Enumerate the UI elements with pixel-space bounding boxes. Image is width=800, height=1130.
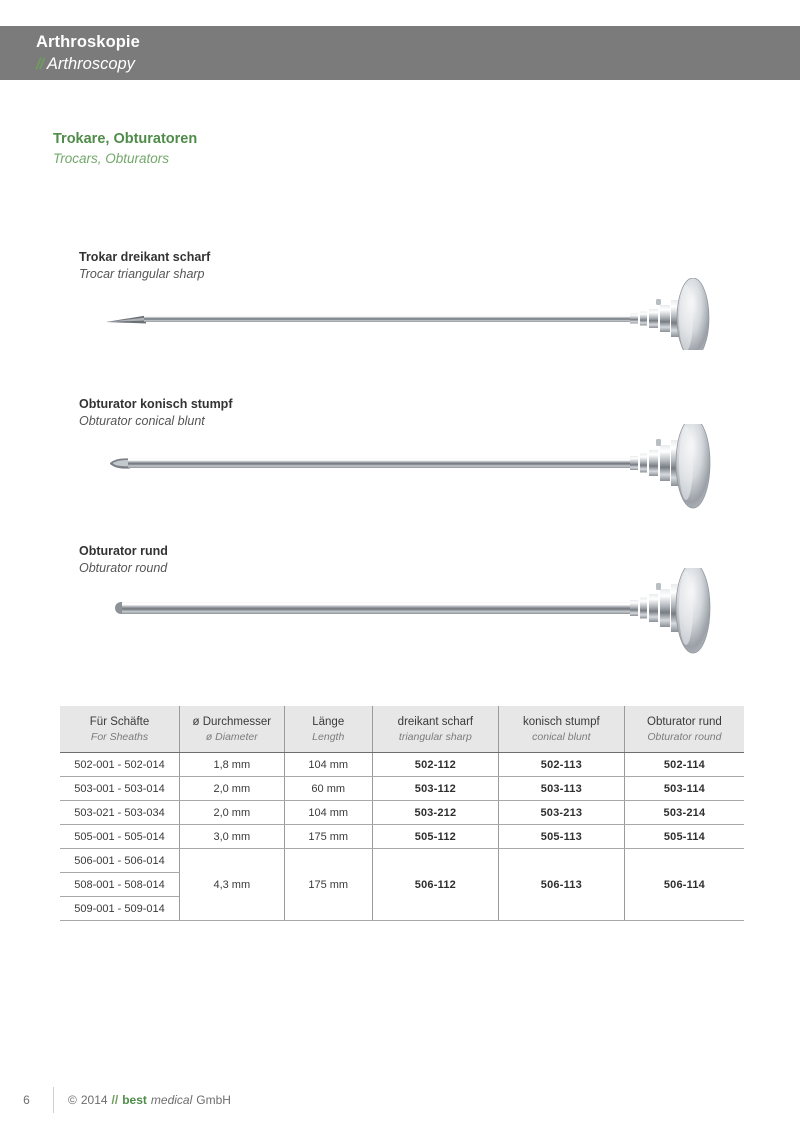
header-title-de: Arthroskopie: [36, 33, 140, 51]
cell-diameter: 2,0 mm: [180, 801, 285, 825]
cell-length: 175 mm: [284, 825, 372, 849]
table-row: [60, 825, 744, 849]
copyright-year: 2014: [80, 1093, 108, 1107]
copyright-notice: [68, 1093, 231, 1107]
product-name-de: Trokar dreikant scharf: [79, 250, 211, 264]
cell-sheaths: 508-001 - 508-014: [60, 873, 180, 897]
product-name-de: Obturator konisch stumpf: [79, 397, 233, 411]
specification-table: [60, 706, 744, 921]
column-header-en: ø Diameter: [205, 730, 258, 743]
cell-code-round: 505-114: [624, 825, 744, 849]
cell-code-blunt: 502-113: [498, 753, 624, 777]
column-header-de: dreikant scharf: [397, 715, 474, 728]
column-header-en: Length: [312, 730, 345, 743]
section-heading: [53, 129, 197, 169]
footer-divider: [53, 1087, 54, 1113]
section-title-en: Trocars, Obturators: [53, 151, 170, 166]
brand-name-italic: medical: [150, 1093, 193, 1107]
product-name-en: Obturator conical blunt: [79, 414, 205, 428]
header-title-en: Arthroscopy: [46, 55, 135, 73]
column-header-en: triangular sharp: [398, 730, 472, 743]
column-header-en: For Sheaths: [90, 730, 149, 743]
page-header-bar: [0, 26, 800, 80]
cell-sheaths: 505-001 - 505-014: [60, 825, 180, 849]
cell-code-sharp-merged: 506-112: [372, 849, 498, 921]
column-header-diameter: [180, 706, 285, 753]
cell-code-sharp: 503-212: [372, 801, 498, 825]
cell-sheaths: 506-001 - 506-014: [60, 849, 180, 873]
product-name-en: Trocar triangular sharp: [79, 267, 205, 281]
page-footer: [0, 1085, 800, 1115]
cell-diameter: 1,8 mm: [180, 753, 285, 777]
table-header: [60, 706, 744, 753]
cell-code-blunt: 505-113: [498, 825, 624, 849]
cell-diameter-merged: 4,3 mm: [180, 849, 285, 921]
column-header-de: Für Schäfte: [89, 715, 150, 728]
product-name-en: Obturator round: [79, 561, 168, 575]
table-row: [60, 801, 744, 825]
cell-diameter: 2,0 mm: [180, 777, 285, 801]
cell-code-blunt: 503-213: [498, 801, 624, 825]
cell-length-merged: 175 mm: [284, 849, 372, 921]
column-header-de: Obturator rund: [647, 715, 722, 728]
cell-code-round-merged: 506-114: [624, 849, 744, 921]
copyright-symbol: ©: [68, 1093, 77, 1107]
column-header-de: ø Durchmesser: [192, 715, 272, 728]
obturator-conical-instrument: [100, 424, 740, 510]
column-header-length: [284, 706, 372, 753]
table-row: [60, 753, 744, 777]
trocar-sharp-instrument: [100, 278, 740, 350]
column-header-de: Länge: [312, 715, 345, 728]
cell-length: 104 mm: [284, 801, 372, 825]
column-header-sheaths: [60, 706, 180, 753]
cell-sheaths: 502-001 - 502-014: [60, 753, 180, 777]
cell-length: 60 mm: [284, 777, 372, 801]
brand-name-bold: best: [122, 1093, 147, 1107]
cell-length: 104 mm: [284, 753, 372, 777]
table-header-row: [60, 706, 744, 753]
cell-code-round: 503-214: [624, 801, 744, 825]
page-number: 6: [23, 1093, 30, 1107]
table-row: [60, 849, 744, 873]
product-name-de: Obturator rund: [79, 544, 168, 558]
cell-code-round: 502-114: [624, 753, 744, 777]
column-header-conical-blunt: [498, 706, 624, 753]
cell-code-round: 503-114: [624, 777, 744, 801]
slash-accent-icon: //: [36, 56, 43, 73]
slash-accent-icon: //: [111, 1093, 119, 1107]
cell-code-sharp: 505-112: [372, 825, 498, 849]
cell-code-blunt-merged: 506-113: [498, 849, 624, 921]
cell-code-blunt: 503-113: [498, 777, 624, 801]
column-header-en: conical blunt: [532, 730, 591, 743]
cell-code-sharp: 502-112: [372, 753, 498, 777]
table-body: [60, 753, 744, 921]
brand-suffix: GmbH: [196, 1093, 231, 1107]
column-header-obturator-round: [624, 706, 744, 753]
table-row: [60, 777, 744, 801]
column-header-triangular-sharp: [372, 706, 498, 753]
section-title-de: Trokare, Obturatoren: [53, 131, 198, 147]
column-header-en: Obturator round: [647, 730, 722, 743]
cell-code-sharp: 503-112: [372, 777, 498, 801]
cell-sheaths: 509-001 - 509-014: [60, 897, 180, 921]
obturator-round-instrument: [100, 568, 740, 654]
column-header-de: konisch stumpf: [523, 715, 600, 728]
cell-sheaths: 503-021 - 503-034: [60, 801, 180, 825]
header-titles: [36, 31, 140, 76]
cell-sheaths: 503-001 - 503-014: [60, 777, 180, 801]
cell-diameter: 3,0 mm: [180, 825, 285, 849]
header-title-en-row: [36, 53, 140, 76]
